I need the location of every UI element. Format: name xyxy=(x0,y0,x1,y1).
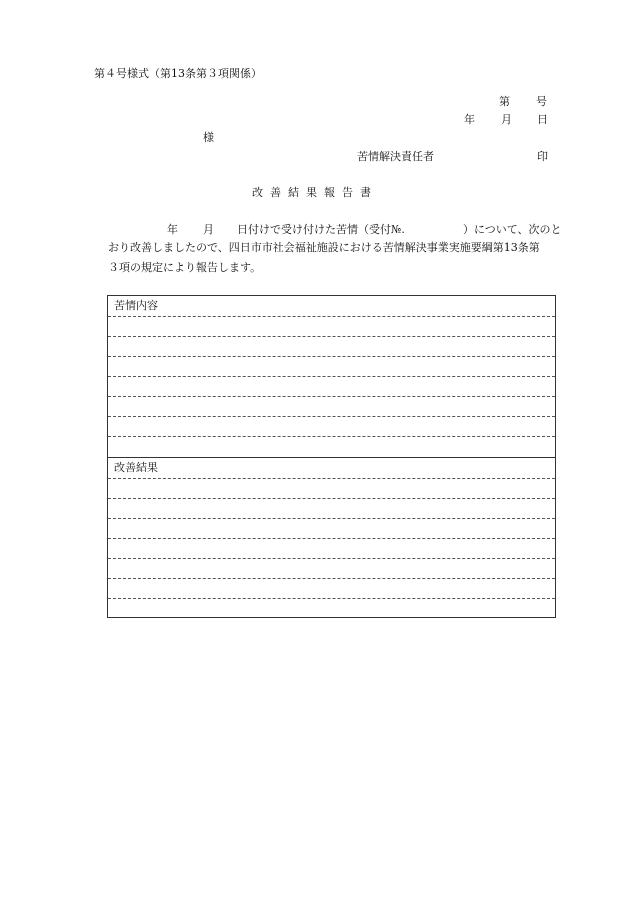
complaint-line xyxy=(108,416,555,417)
body-line1-main: 日付けで受け付けた苦情（受付№. xyxy=(237,223,405,236)
result-line xyxy=(108,478,555,479)
body-month-label: 月 xyxy=(203,223,214,236)
date-month-label: 月 xyxy=(501,113,512,126)
body-line3: ３項の規定により報告します。 xyxy=(108,261,262,274)
report-box xyxy=(107,295,556,618)
document-title: 改善結果報告書 xyxy=(252,186,378,199)
form-id: 第４号様式（第13条第３項関係） xyxy=(94,67,262,80)
result-line xyxy=(108,578,555,579)
doc-number-label: 第 xyxy=(499,95,510,108)
result-line xyxy=(108,538,555,539)
date-day-label: 日 xyxy=(537,113,548,126)
complaint-line xyxy=(108,436,555,437)
complaint-line xyxy=(108,396,555,397)
complaint-line xyxy=(108,316,555,317)
complaint-line xyxy=(108,376,555,377)
addressee-honorific: 様 xyxy=(203,131,214,144)
complaint-content-label: 苦情内容 xyxy=(114,299,158,312)
result-line xyxy=(108,598,555,599)
result-line xyxy=(108,498,555,499)
result-line xyxy=(108,558,555,559)
complaint-line xyxy=(108,356,555,357)
body-line2: おり改善しましたので、四日市市社会福祉施設における苦情解決事業実施要綱第13条第 xyxy=(108,241,540,254)
body-year-label: 年 xyxy=(167,223,178,236)
seal-mark: 印 xyxy=(537,150,548,163)
date-year-label: 年 xyxy=(464,113,475,126)
officer-title: 苦情解決責任者 xyxy=(357,150,434,163)
improvement-result-label: 改善結果 xyxy=(114,461,158,474)
section-divider xyxy=(108,457,555,458)
body-line1-end: ）について、次のと xyxy=(463,223,562,236)
doc-number-suffix: 号 xyxy=(536,95,547,108)
complaint-line xyxy=(108,336,555,337)
result-line xyxy=(108,518,555,519)
